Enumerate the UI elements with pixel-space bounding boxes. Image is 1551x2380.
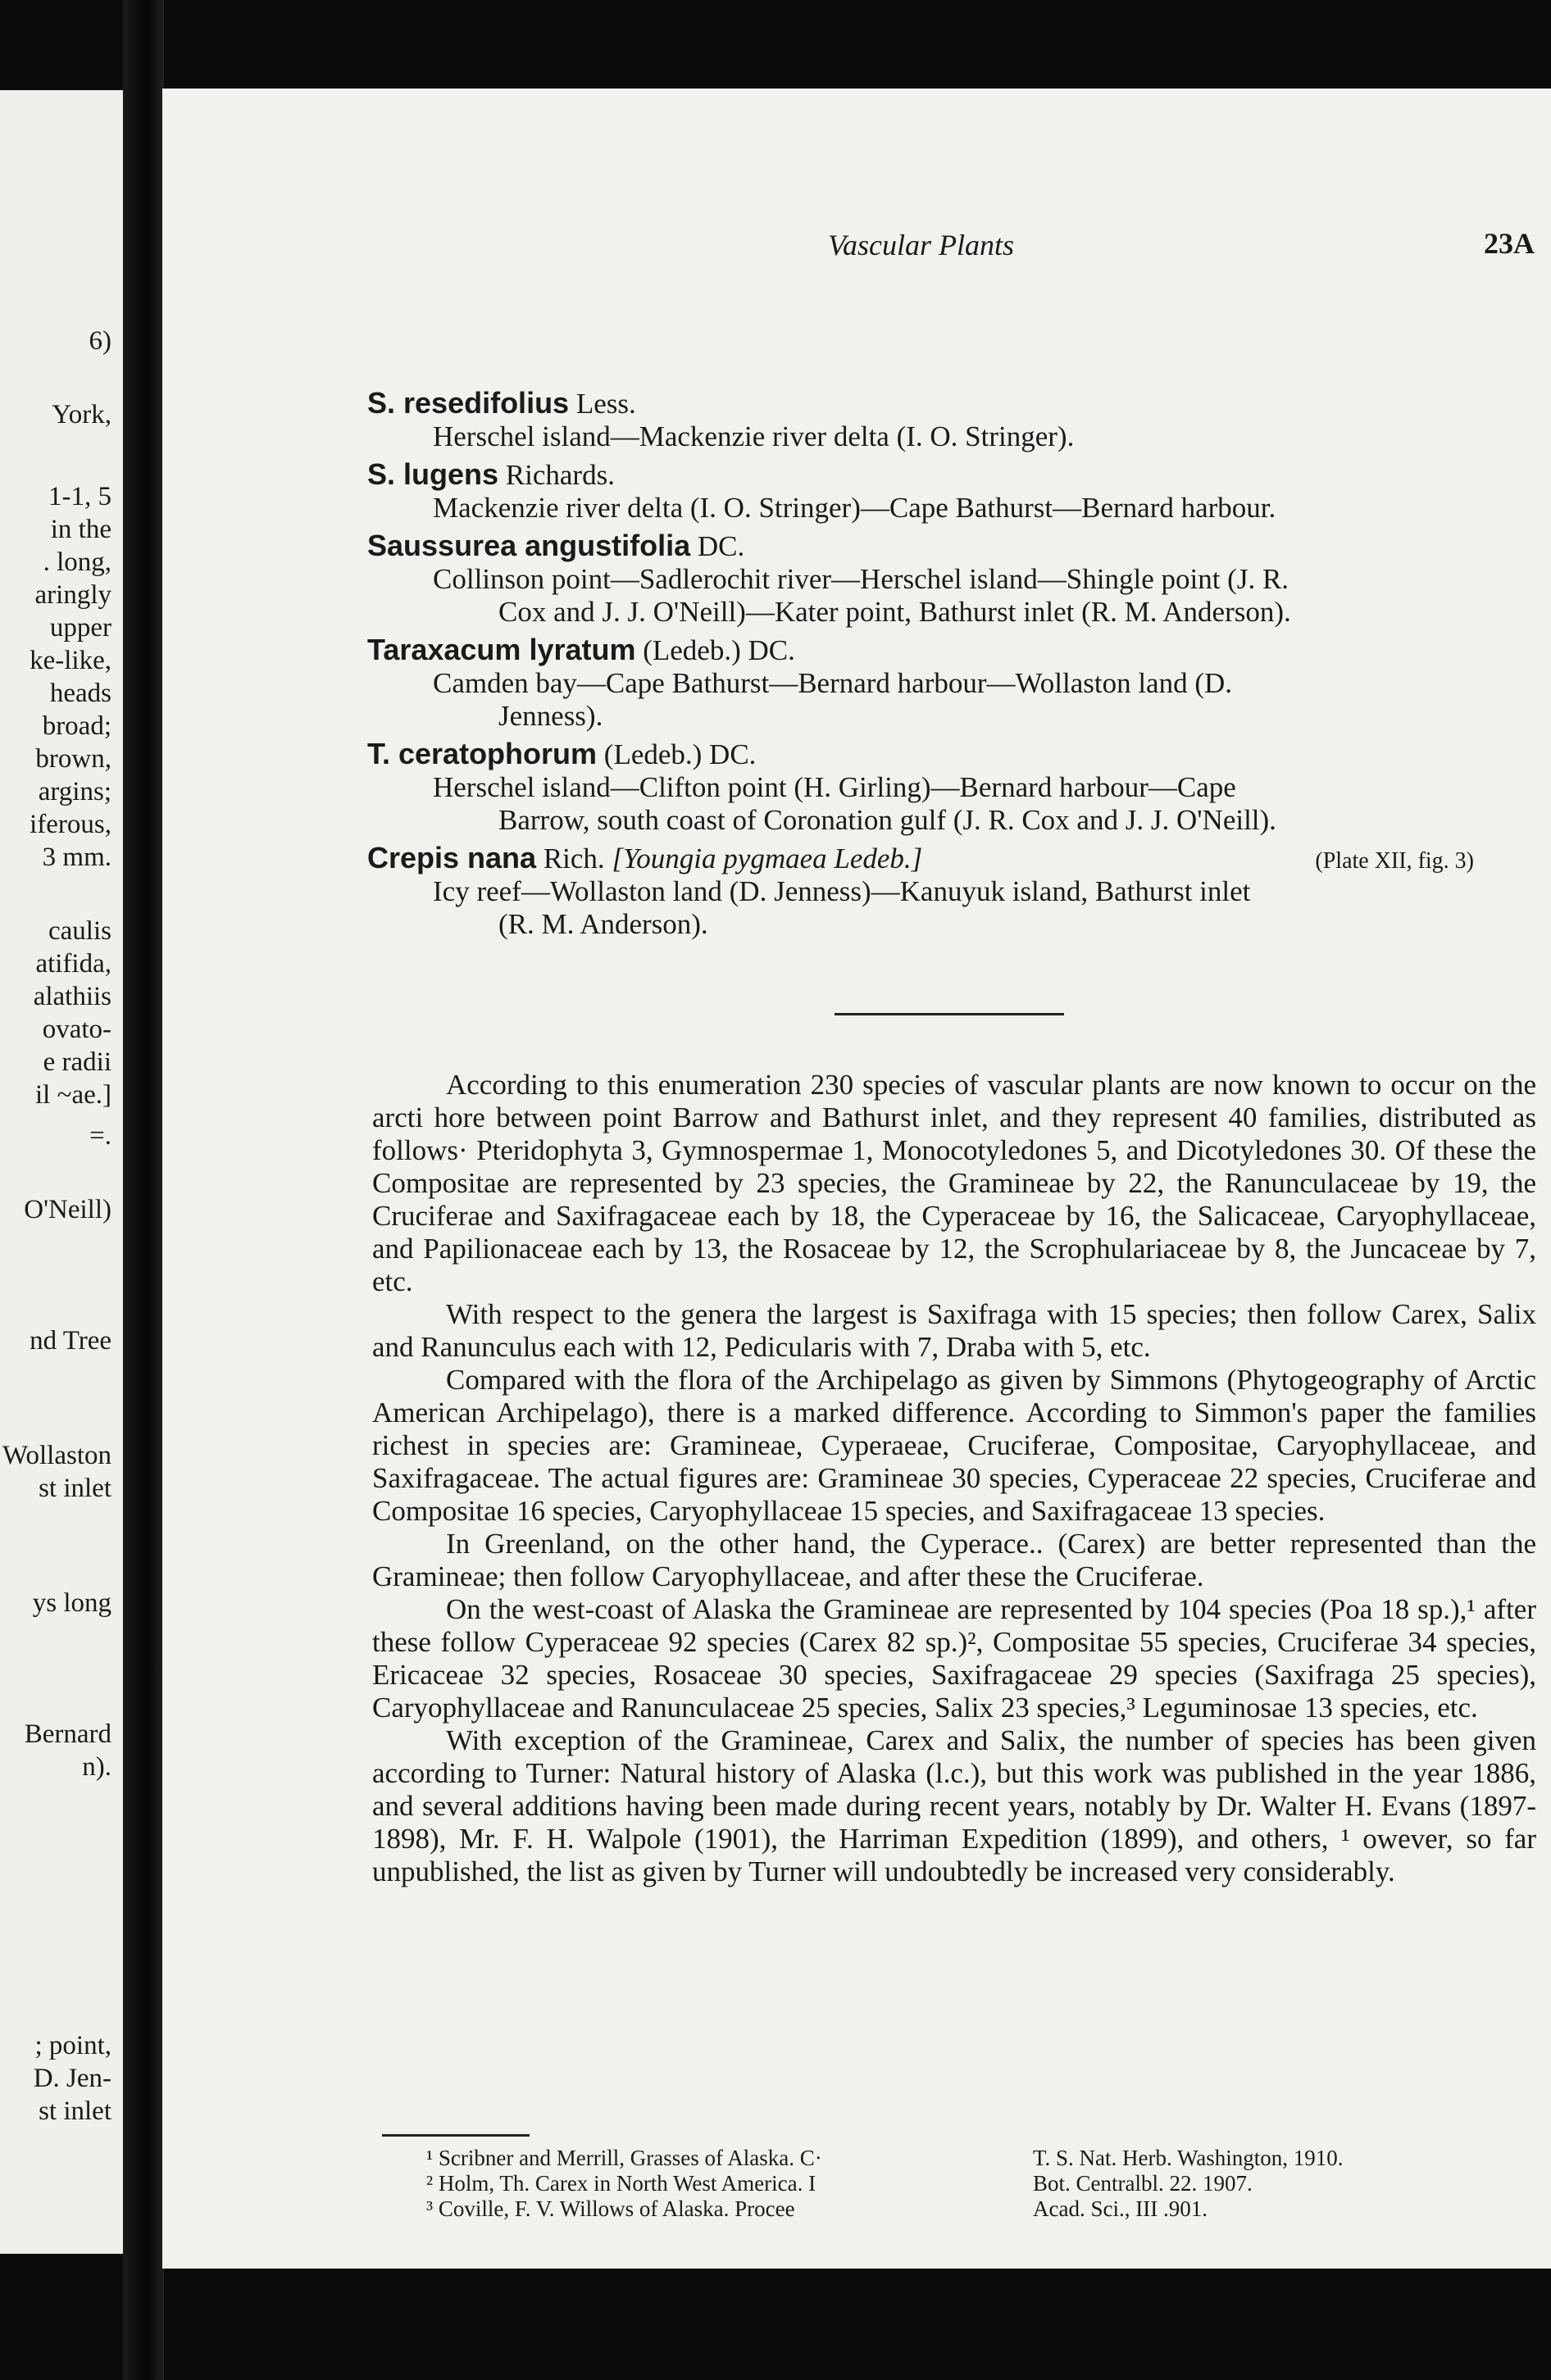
left-fragment-line: argins; — [38, 777, 111, 806]
left-fragment-line: alathiis — [33, 982, 111, 1011]
left-fragment-line: heads — [49, 679, 111, 708]
left-fragment-line: aringly — [34, 580, 111, 610]
locality-line: Cox and J. J. O'Neill)—Kater point, Bathurst inlet (R. M. Anderson). — [498, 596, 1291, 628]
paragraph: According to this enumeration 230 species of vascular plants are now known to occur on the arcti hore between point Barrow and Bathurst inlet, and they represent 40 families, distributed as follows· Pteridophyta 3, Gymnospermae 1, Monocotyledones 5, and Dicotyledones 30. Of these the Compositae are represented by 23 species, the Gramineae by 22, the Ranunculaceae by 19, the Cruciferae and Saxifragaceae each by 18, the Cyperaceae by 16, the Salicaceae, Caryophyllaceae, and Papilionaceae each by 13, the Rosaceae by 12, the Scrophulariaceae by 8, the Juncaceae by 7, etc. — [372, 1069, 1536, 1297]
locality-line: Herschel island—Clifton point (H. Girling)—Bernard harbour—Cape — [433, 771, 1236, 803]
left-fragment-line: 6) — [89, 326, 111, 356]
footnote — [426, 2146, 1541, 2171]
species-name: Crepis nana — [367, 841, 537, 874]
left-fragment-line: il ~ae.] — [35, 1080, 111, 1110]
species-entry — [367, 842, 1540, 941]
plate-reference: (Plate XII, fig. 3) — [1315, 848, 1474, 874]
footnote — [426, 2196, 1541, 2222]
left-fragment-line: nd Tree — [30, 1326, 111, 1356]
species-authority: Rich. — [536, 843, 605, 874]
species-name: S. resedifolius — [367, 386, 570, 420]
footnote-right: T. S. Nat. Herb. Washington, 1910. — [1033, 2146, 1344, 2170]
species-locality — [367, 492, 1540, 525]
species-list — [367, 382, 1540, 941]
species-locality — [367, 563, 1540, 629]
species-entry — [367, 387, 1540, 453]
species-heading — [367, 529, 1540, 563]
species-entry — [367, 738, 1540, 837]
locality-line: Jenness). — [498, 700, 603, 732]
discussion-text — [372, 1069, 1536, 1888]
species-heading — [367, 842, 1540, 875]
footnote-left: ³ Coville, F. V. Willows of Alaska. Procee — [426, 2196, 795, 2221]
species-name: Saussurea angustifolia — [367, 529, 691, 562]
section-divider — [835, 1013, 1064, 1015]
left-fragment-line: upper — [49, 613, 111, 643]
species-entry — [367, 634, 1540, 733]
locality-line: Collinson point—Sadlerochit river—Herschel island—Shingle point (J. R. — [433, 563, 1289, 595]
species-heading — [367, 738, 1540, 771]
species-authority: (Ledeb.) DC. — [597, 738, 757, 770]
left-fragment-line: O'Neill) — [24, 1195, 111, 1224]
species-locality — [367, 667, 1540, 733]
species-heading — [367, 387, 1540, 420]
right-page — [162, 89, 1551, 2269]
species-locality — [367, 771, 1540, 837]
left-fragment-line: ; point, — [34, 2031, 111, 2060]
paragraph: With respect to the genera the largest is Saxifraga with 15 species; then follow Carex, Salix and Ranunculus each with 12, Pedicularis with 7, Draba with 5, etc. — [372, 1298, 1536, 1363]
left-fragment-line: caulis — [48, 916, 111, 946]
left-fragment-line: 3 mm. — [42, 843, 111, 872]
species-name: T. ceratophorum — [367, 737, 598, 770]
left-fragment-line: Wollaston — [2, 1441, 111, 1470]
left-fragment-line: iferous, — [30, 810, 111, 839]
species-heading — [367, 634, 1540, 667]
footnote — [426, 2171, 1541, 2196]
left-fragment-line: ke-like, — [30, 646, 111, 675]
left-fragment-line: ys long — [32, 1588, 111, 1618]
paragraph: On the west-coast of Alaska the Gramineae are represented by 104 species (Poa 18 sp.),¹ after these follow Cyperaceae 92 species (Carex 82 sp.)², Compositae 55 species, Cruciferae 34 species, Ericaceae 32 species, Rosaceae 30 species, Saxifragaceae 29 species (Saxifraga 25 species), Caryophyllaceae and Ranunculaceae 25 species, Salix 23 species,³ Leguminosae 13 species, etc. — [372, 1593, 1536, 1724]
locality-line: Barrow, south coast of Coronation gulf (J. R. Cox and J. J. O'Neill). — [498, 804, 1276, 836]
left-fragment-line: broad; — [42, 711, 111, 741]
locality-line: Herschel island—Mackenzie river delta (I. O. Stringer). — [433, 420, 1075, 452]
species-authority: DC. — [690, 530, 745, 562]
left-fragment-line: st inlet — [39, 2096, 111, 2126]
locality-line: Mackenzie river delta (I. O. Stringer)—Cape Bathurst—Bernard harbour. — [433, 492, 1276, 524]
left-fragment-line: ovato- — [42, 1015, 111, 1044]
left-fragment-line: 1-1, 5 — [48, 482, 111, 511]
running-header-title: Vascular Plants — [828, 229, 1015, 261]
left-fragment-line: York, — [52, 400, 111, 429]
species-locality — [367, 420, 1540, 453]
species-locality — [367, 875, 1540, 941]
species-authority: Less. — [569, 388, 636, 420]
paragraph: With exception of the Gramineae, Carex and Salix, the number of species has been given according to Turner: Natural history of Alaska (l.c.), but this work was published in the year 1886, and several additions having been made during recent years, notably by Dr. Walter H. Evans (1897-1898), Mr. F. H. Walpole (1901), the Harriman Expedition (1899), and others, ¹ owever, so far unpublished, the list as given by Turner will undoubtedly be increased very considerably. — [372, 1724, 1536, 1887]
footnote-right: Bot. Centralbl. 22. 1907. — [1033, 2171, 1253, 2196]
left-fragment-line: e radii — [43, 1047, 111, 1077]
species-name: Taraxacum lyratum — [367, 633, 636, 666]
species-synonym: [Youngia pygmaea Ledeb.] — [604, 843, 923, 874]
footnote-left: ² Holm, Th. Carex in North West America. I — [426, 2171, 816, 2196]
paragraph: In Greenland, on the other hand, the Cyperace.. (Carex) are better represented than the Gramineae; then follow Caryophyllaceae, and after these the Cruciferae. — [372, 1528, 1536, 1592]
left-fragment-line: Bernard — [24, 1719, 111, 1749]
left-fragment-line: n). — [82, 1752, 111, 1782]
left-fragment-line: st inlet — [39, 1474, 111, 1503]
page-number: 23A — [1484, 227, 1535, 260]
species-entry — [367, 529, 1540, 629]
footnote-divider — [382, 2134, 530, 2137]
locality-line: (R. M. Anderson). — [498, 908, 708, 940]
locality-line: Icy reef—Wollaston land (D. Jenness)—Kanuyuk island, Bathurst inlet — [433, 875, 1251, 907]
left-fragment-line: . long, — [43, 547, 111, 577]
left-fragment-line: atifida, — [35, 949, 111, 979]
footnote-left: ¹ Scribner and Merrill, Grasses of Alaska. C· — [426, 2146, 822, 2170]
paragraph: Compared with the flora of the Archipelago as given by Simmons (Phytogeography of Arctic American Archipelago), there is a marked difference. According to Simmon's paper the families richest in species are: Gramineae, Cyperaeae, Cruciferae, Compositae, Caryophyllaceae, and Saxifragaceae. The actual figures are: Gramineae 30 species, Cyperaceae 22 species, Cruciferae and Compositae 16 species, Caryophyllaceae 15 species, and Saxifragaceae 13 species. — [372, 1364, 1536, 1527]
species-heading — [367, 458, 1540, 492]
locality-line: Camden bay—Cape Bathurst—Bernard harbour—Wollaston land (D. — [433, 667, 1233, 699]
species-entry — [367, 458, 1540, 525]
species-name: S. lugens — [367, 457, 499, 491]
species-authority: Richards. — [498, 459, 615, 491]
species-authority: (Ledeb.) DC. — [635, 634, 795, 666]
book-gutter — [123, 0, 164, 2380]
left-fragment-line: brown, — [35, 744, 111, 774]
footnotes — [426, 2146, 1541, 2222]
left-fragment-line: in the — [50, 515, 111, 544]
left-page-fragment — [0, 90, 123, 2254]
footnote-right: Acad. Sci., III .901. — [1033, 2196, 1208, 2221]
left-fragment-line: D. Jen- — [33, 2064, 111, 2093]
left-fragment-line: =. — [89, 1121, 111, 1151]
